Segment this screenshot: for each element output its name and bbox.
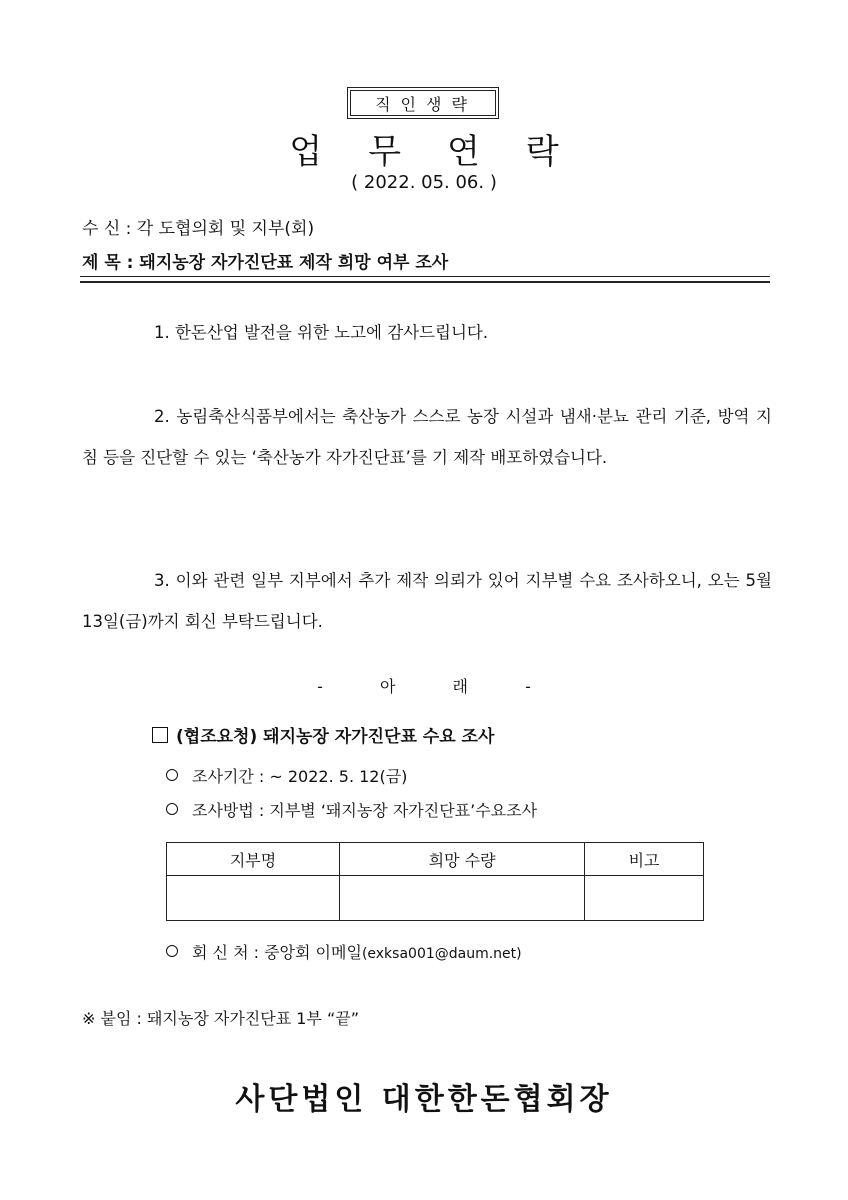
method-text: 조사방법 : 지부별 ‘돼지농장 자가진단표’수요조사: [192, 801, 538, 820]
cell-branch-name[interactable]: [167, 876, 340, 921]
header-desired-quantity: 희망 수량: [340, 843, 585, 876]
seal-omitted-note: 직인생략: [350, 90, 496, 116]
section-title: (협조요청) 돼지농장 자가진단표 수요 조사: [176, 727, 495, 747]
header-divider-thick: [80, 281, 770, 283]
header-branch-name: 지부명: [167, 843, 340, 876]
recipient-value: 각 도협의회 및 지부(회): [136, 219, 315, 239]
signer-name: 사단법인 대한한돈협회장: [235, 1082, 613, 1117]
reply-email: (exksa001@daum.net): [361, 946, 522, 962]
header-remarks: 비고: [585, 843, 704, 876]
subject-label: 제 목 :: [82, 253, 134, 273]
demand-survey-table: [166, 842, 704, 921]
recipient-line: [82, 214, 314, 239]
table-row: [167, 876, 704, 921]
section-heading: [152, 722, 494, 747]
paragraph-3: 3. 이와 관련 일부 지부에서 추가 제작 의뢰가 있어 지부별 수요 조사하오니, 오는 5월 13일(금)까지 회신 부탁드립니다.: [82, 571, 772, 631]
recipient-label: 수 신 :: [82, 219, 132, 239]
circle-bullet-icon: [166, 769, 178, 781]
checkbox-square-icon: [152, 727, 168, 743]
bullet-period: [166, 764, 407, 787]
cell-remarks[interactable]: [585, 876, 704, 921]
bullet-reply: [166, 940, 522, 963]
reply-text: 회 신 처 : 중앙회 이메일: [192, 943, 362, 962]
table-header-row: [167, 843, 704, 876]
header-divider-thin: [80, 276, 770, 277]
paragraph-2: 2. 농림축산식품부에서는 축산농가 스스로 농장 시설과 냄새·분뇨 관리 기준, 방역 지침 등을 진단할 수 있는 ‘축산농가 자가진단표’를 기 제작 배포하였습니다.: [82, 407, 772, 467]
document-title: 업무연락: [289, 132, 605, 172]
paragraph-1: 1. 한돈산업 발전을 위한 노고에 감사드립니다.: [154, 323, 489, 342]
below-heading: - 아 래 -: [317, 677, 557, 696]
circle-bullet-icon: [166, 945, 178, 957]
attachment-line: ※ 붙임 : 돼지농장 자가진단표 1부 “끝”: [82, 1009, 359, 1028]
subject-value: 돼지농장 자가진단표 제작 희망 여부 조사: [139, 253, 449, 273]
bullet-method: [166, 798, 537, 821]
circle-bullet-icon: [166, 803, 178, 815]
period-text: 조사기간 : ~ 2022. 5. 12(금): [192, 767, 408, 786]
document-date: ( 2022. 05. 06. ): [351, 172, 497, 193]
cell-desired-quantity[interactable]: [340, 876, 585, 921]
subject-line: [82, 248, 448, 273]
